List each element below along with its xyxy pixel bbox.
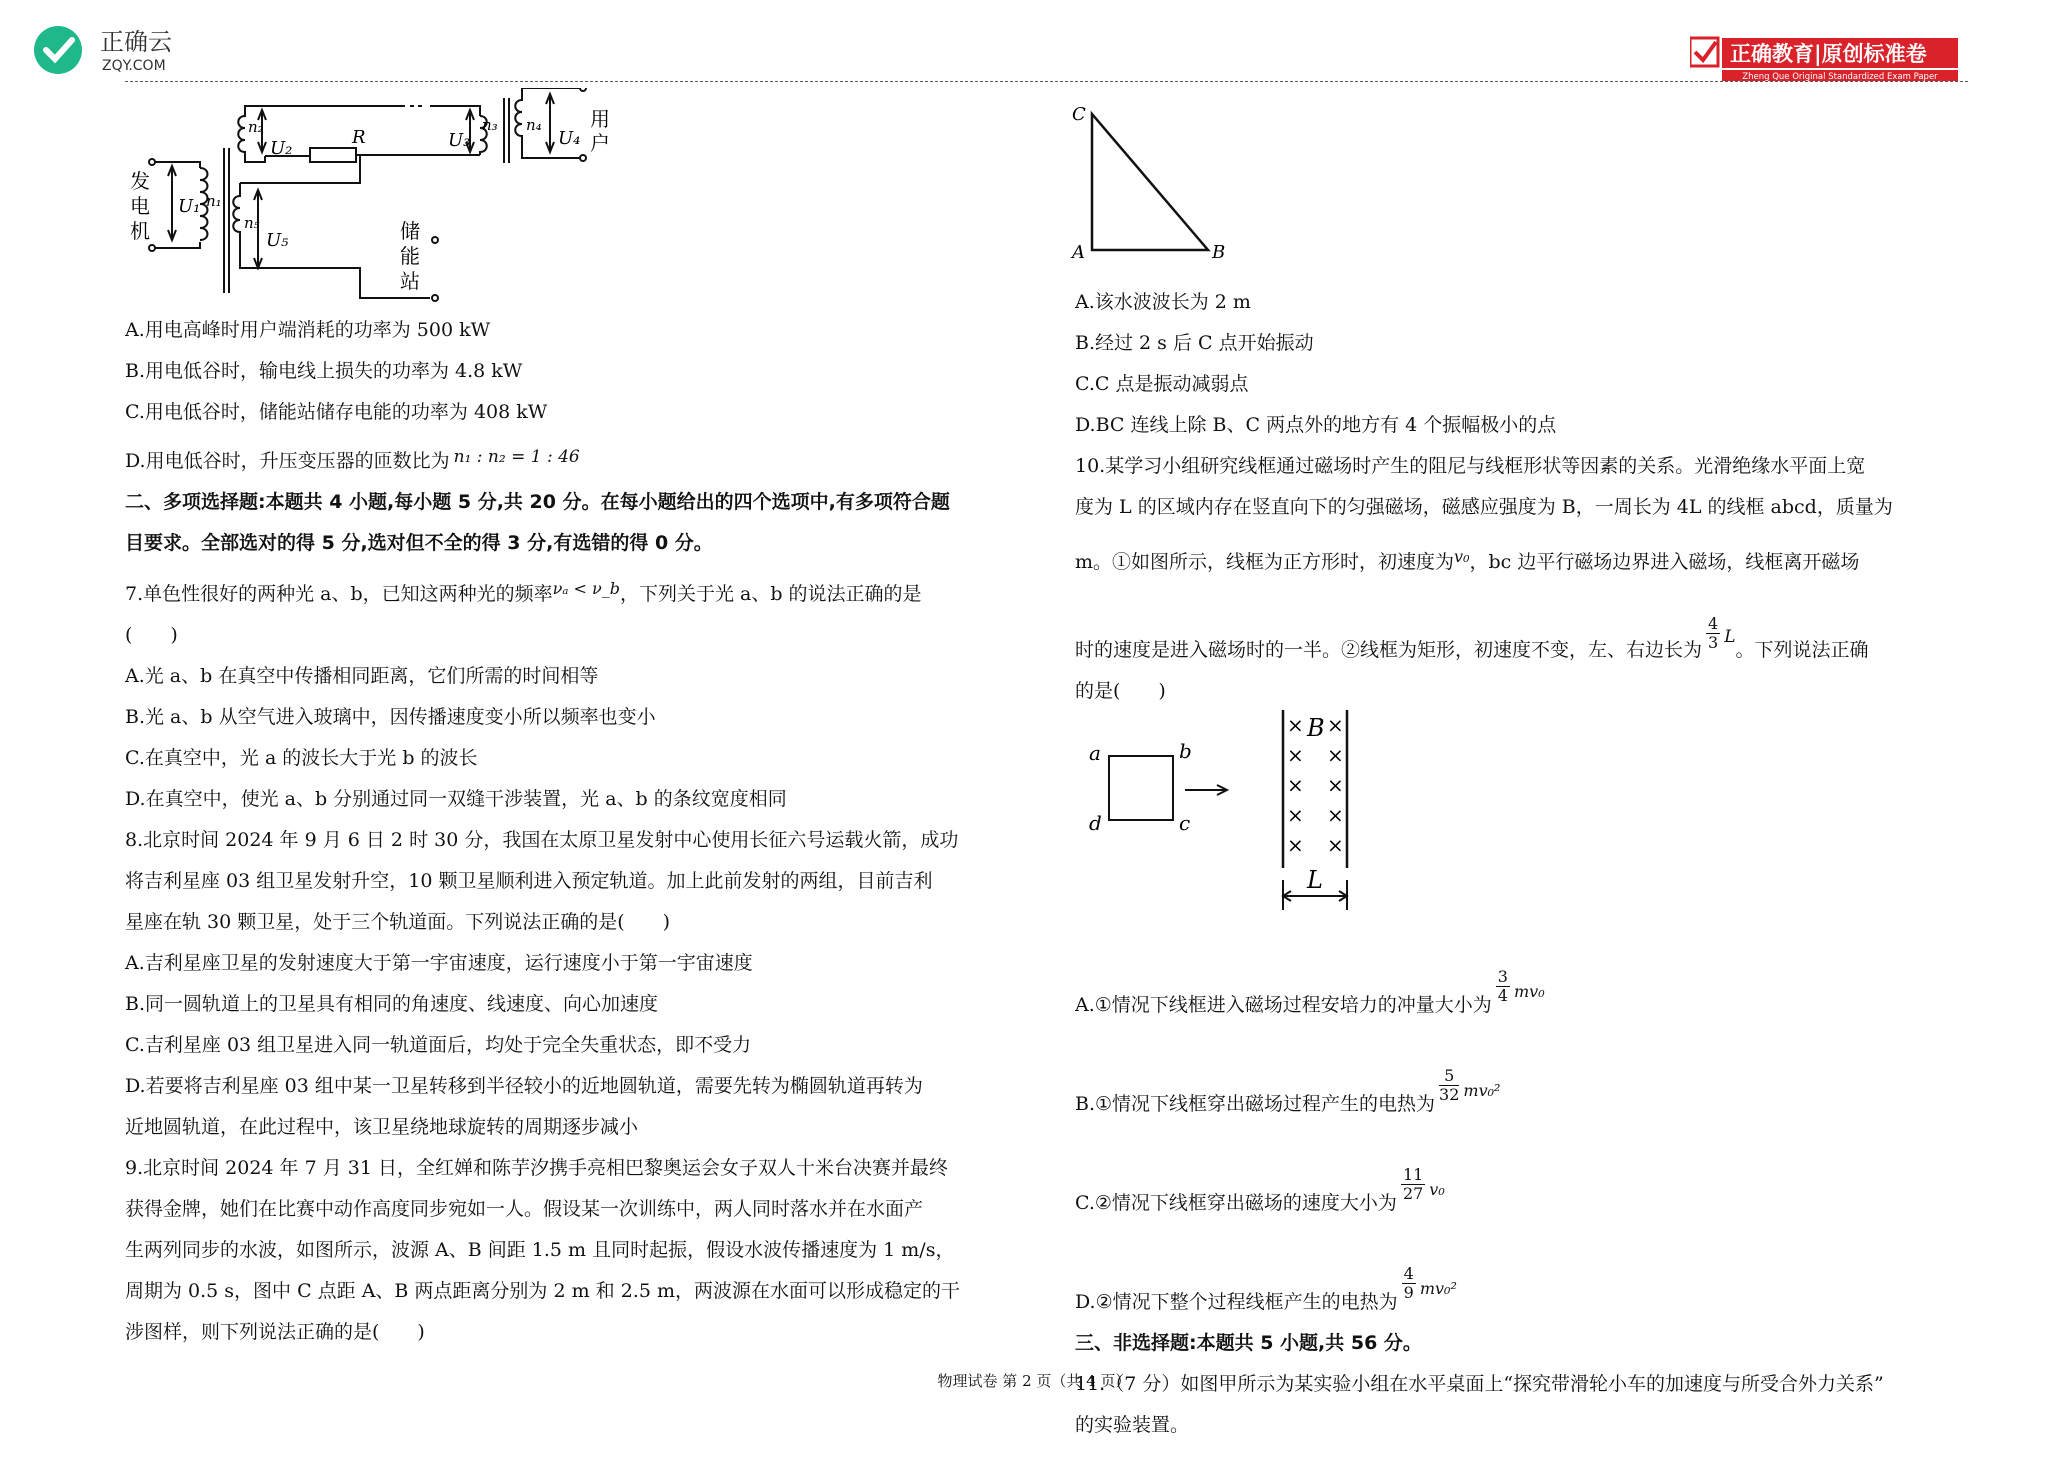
q10-option-d-text: D.②情况下整个过程线框产生的电热为 xyxy=(1075,1291,1398,1313)
q10C-var: v₀ xyxy=(1429,1180,1445,1199)
field-x-5: × xyxy=(1287,773,1304,797)
q10A-den: 4 xyxy=(1497,986,1508,1005)
q7-stem-tail: ，下列关于光 a、b 的说法正确的是 xyxy=(619,583,922,605)
label-U2: U₂ xyxy=(270,138,293,159)
section3-heading: 三、非选择题:本题共 5 小题,共 56 分。 xyxy=(1075,1332,1422,1354)
q10-line1: 10.某学习小组研究线框通过磁场时产生的阻尼与线框形状等因素的关系。光滑绝缘水平面上宽 xyxy=(1075,455,1866,477)
right-column xyxy=(1075,282,1955,1446)
field-x-7: × xyxy=(1287,803,1304,827)
field-x-2: × xyxy=(1327,713,1344,737)
q9-line1: 9.北京时间 2024 年 7 月 31 日，全红婵和陈芋汐携手亮相巴黎奥运会女子双人十米台决赛并最终 xyxy=(125,1157,948,1179)
q11-line1: 11.（7 分）如图甲所示为某实验小组在水平桌面上“探究带滑轮小车的加速度与所受合外力关系” xyxy=(1075,1373,1884,1395)
label-gen-3: 机 xyxy=(130,219,150,243)
point-C-label: C xyxy=(1072,104,1086,125)
logo-text: 正确云 xyxy=(100,28,172,56)
left-column xyxy=(125,310,1015,1353)
q10D-num: 4 xyxy=(1403,1264,1414,1283)
q10-option-c xyxy=(1075,1166,1955,1224)
q9-option-d: D.BC 连线上除 B、C 两点外的地方有 4 个振幅极小的点 xyxy=(1075,414,1557,436)
q7-option-d: D.在真空中，使光 a、b 分别通过同一双缝干涉装置，光 a、b 的条纹宽度相同 xyxy=(125,788,787,810)
q8-line2: 将吉利星座 03 组卫星发射升空，10 颗卫星顺利进入预定轨道。加上此前发射的两组，目前吉利 xyxy=(125,870,933,892)
q7-stem xyxy=(125,568,1015,615)
q10B-num: 5 xyxy=(1439,1067,1459,1086)
exam-badge xyxy=(1690,36,1960,82)
field-x-9: × xyxy=(1287,833,1304,857)
q6-option-d-text: D.用电低谷时，升压变压器的匝数比为 xyxy=(125,450,450,472)
q10A-num: 3 xyxy=(1497,967,1508,986)
figure-spacer xyxy=(1075,712,1955,968)
q9-line5: 涉图样，则下列说法正确的是( ) xyxy=(125,1321,425,1343)
q8-line1: 8.北京时间 2024 年 9 月 6 日 2 时 30 分，我国在太原卫星发射中心使用长征六号运载火箭，成功 xyxy=(125,829,959,851)
q8-option-d-line2: 近地圆轨道，在此过程中，该卫星绕地球旋转的周期逐步减小 xyxy=(125,1116,639,1138)
q8-line3: 星座在轨 30 颗卫星，处于三个轨道面。下列说法正确的是( ) xyxy=(125,911,671,933)
label-store-3: 站 xyxy=(400,269,420,293)
q9-line4: 周期为 0.5 s，图中 C 点距 A、B 两点距离分别为 2 m 和 2.5 m，两波源在水面可以形成稳定的干 xyxy=(125,1280,960,1302)
badge-subtext: Zheng Que Original Standardized Exam Paper xyxy=(1742,72,1938,82)
corner-a-label: a xyxy=(1089,741,1101,765)
q6-option-a: A.用电高峰时用户端消耗的功率为 500 kW xyxy=(125,319,491,341)
q7-inequality: νₐ < ν_b xyxy=(552,579,620,598)
label-U4: U₄ xyxy=(558,128,581,149)
q10-option-c-text: C.②情况下线框穿出磁场的速度大小为 xyxy=(1075,1192,1397,1214)
q10-option-a-text: A.①情况下线框进入磁场过程安培力的冲量大小为 xyxy=(1075,994,1492,1016)
label-n3: n₃ xyxy=(482,116,498,134)
q10-line2: 度为 L 的区域内存在竖直向下的匀强磁场，磁感应强度为 B，一周长为 4L 的线框 abcd，质量为 xyxy=(1075,496,1893,518)
triangle-shape xyxy=(1092,114,1208,250)
badge-text: 正确教育|原创标准卷 xyxy=(1730,42,1927,66)
q10-option-d xyxy=(1075,1265,1955,1323)
label-store-2: 能 xyxy=(400,244,420,268)
q11-line2: 的实验装置。 xyxy=(1075,1414,1190,1436)
logo-subtext: ZQY.COM xyxy=(102,58,166,74)
width-L-label: L xyxy=(1307,866,1323,894)
q7-option-a: A.光 a、b 在真空中传播相同距离，它们所需的时间相等 xyxy=(125,665,599,687)
section2-heading-line1: 二、多项选择题:本题共 4 小题,每小题 5 分,共 20 分。在每小题给出的四个选项中,有多项符合题 xyxy=(125,491,950,513)
q10-line4-a: 时的速度是进入磁场时的一半。②线框为矩形，初速度不变，左、右边长为 xyxy=(1075,639,1703,661)
q10C-den: 27 xyxy=(1402,1184,1424,1203)
q10D-var: mv₀² xyxy=(1419,1279,1457,1298)
field-x-6: × xyxy=(1327,773,1344,797)
q7-option-b: B.光 a、b 从空气进入玻璃中，因传播速度变小所以频率也变小 xyxy=(125,706,656,728)
q7-stem-text: 7.单色性很好的两种光 a、b，已知这两种光的频率 xyxy=(125,583,553,605)
q10B-den: 32 xyxy=(1439,1085,1460,1104)
field-B-label: B xyxy=(1307,714,1325,742)
q8-option-c: C.吉利星座 03 组卫星进入同一轨道面后，均处于完全失重状态，即不受力 xyxy=(125,1034,752,1056)
q7-paren: ( ) xyxy=(125,624,178,646)
corner-c-label: c xyxy=(1179,811,1191,835)
label-user-1: 用 xyxy=(590,107,610,131)
field-x-8: × xyxy=(1327,803,1344,827)
field-x-1: × xyxy=(1287,713,1304,737)
section2-heading-line2: 目要求。全部选对的得 5 分,选对但不全的得 3 分,有选错的得 0 分。 xyxy=(125,532,713,554)
field-x-4: × xyxy=(1327,743,1344,767)
q10D-den: 9 xyxy=(1403,1283,1414,1302)
q9-option-a: A.该水波波长为 2 m xyxy=(1075,291,1251,313)
q6-option-d xyxy=(125,437,1015,482)
q10-line4 xyxy=(1075,615,1955,671)
corner-d-label: d xyxy=(1089,811,1102,835)
q7-option-c: C.在真空中，光 a 的波长大于光 b 的波长 xyxy=(125,747,478,769)
q10B-var: mv₀² xyxy=(1463,1081,1501,1100)
label-user-2: 户 xyxy=(590,131,610,155)
transmission-circuit-figure xyxy=(130,88,630,303)
q10A-var: mv₀ xyxy=(1513,982,1545,1001)
label-gen-1: 发 xyxy=(130,169,150,193)
zqy-logo xyxy=(30,22,270,78)
corner-b-label: b xyxy=(1179,739,1192,763)
page-footer: 物理试卷 第 2 页（共 4 页） xyxy=(937,1372,1131,1390)
q10-option-b xyxy=(1075,1067,1955,1125)
label-U3: U₃ xyxy=(448,130,471,151)
q8-option-a: A.吉利星座卫星的发射速度大于第一宇宙速度，运行速度小于第一宇宙速度 xyxy=(125,952,753,974)
q10C-num: 11 xyxy=(1402,1165,1424,1184)
triangle-abc-figure xyxy=(1070,100,1240,265)
q9-option-b: B.经过 2 s 后 C 点开始振动 xyxy=(1075,332,1314,354)
q9-option-c: C.C 点是振动减弱点 xyxy=(1075,373,1249,395)
label-n4: n₄ xyxy=(526,116,542,134)
q9-line2: 获得金牌，她们在比赛中动作高度同步宛如一人。假设某一次训练中，两人同时落水并在水面产 xyxy=(125,1198,924,1220)
label-R: R xyxy=(352,127,366,148)
logo-circle-icon xyxy=(34,26,82,74)
q10-line4-b: 。下列说法正确 xyxy=(1735,639,1869,661)
label-store-1: 储 xyxy=(400,219,420,243)
q10-option-b-text: B.①情况下线框穿出磁场过程产生的电热为 xyxy=(1075,1093,1436,1115)
q6-option-b: B.用电低谷时，输电线上损失的功率为 4.8 kW xyxy=(125,360,523,382)
q10-line3-a: m。①如图所示，线框为正方形时，初速度为 xyxy=(1075,551,1455,573)
point-A-label: A xyxy=(1072,242,1085,263)
q10-frac-var: L xyxy=(1724,627,1736,647)
label-gen-2: 电 xyxy=(130,194,150,218)
q8-option-d-line1: D.若要将吉利星座 03 组中某一卫星转移到半径较小的近地圆轨道，需要先转为椭圆轨道再转为 xyxy=(125,1075,923,1097)
label-U5: U₅ xyxy=(266,230,289,251)
label-n5: n₅ xyxy=(244,214,260,232)
point-B-label: B xyxy=(1212,242,1226,263)
label-U1: U₁ xyxy=(178,196,201,217)
q9-line3: 生两列同步的水波，如图所示，波源 A、B 间距 1.5 m 且同时起振，假设水波传播速度为 1 m/s， xyxy=(125,1239,955,1261)
q6-ratio: n₁ : n₂ = 1 : 46 xyxy=(453,447,580,467)
q10-line3 xyxy=(1075,536,1955,583)
label-n2: n₂ xyxy=(248,118,264,136)
q10-line5: 的是( ) xyxy=(1075,680,1166,702)
q10-line3-b: ，bc 边平行磁场边界进入磁场，线框离开磁场 xyxy=(1469,551,1860,573)
q6-option-c: C.用电低谷时，储能站储存电能的功率为 408 kW xyxy=(125,401,548,423)
q10-frac-den: 3 xyxy=(1708,633,1719,652)
q8-option-b: B.同一圆轨道上的卫星具有相同的角速度、线速度、向心加速度 xyxy=(125,993,659,1015)
label-n1: n₁ xyxy=(206,192,222,210)
q10-option-a xyxy=(1075,968,1955,1026)
q10-frac-num: 4 xyxy=(1708,614,1719,633)
q10-v0: v₀ xyxy=(1454,547,1470,566)
field-x-3: × xyxy=(1287,743,1304,767)
field-x-10: × xyxy=(1327,833,1344,857)
